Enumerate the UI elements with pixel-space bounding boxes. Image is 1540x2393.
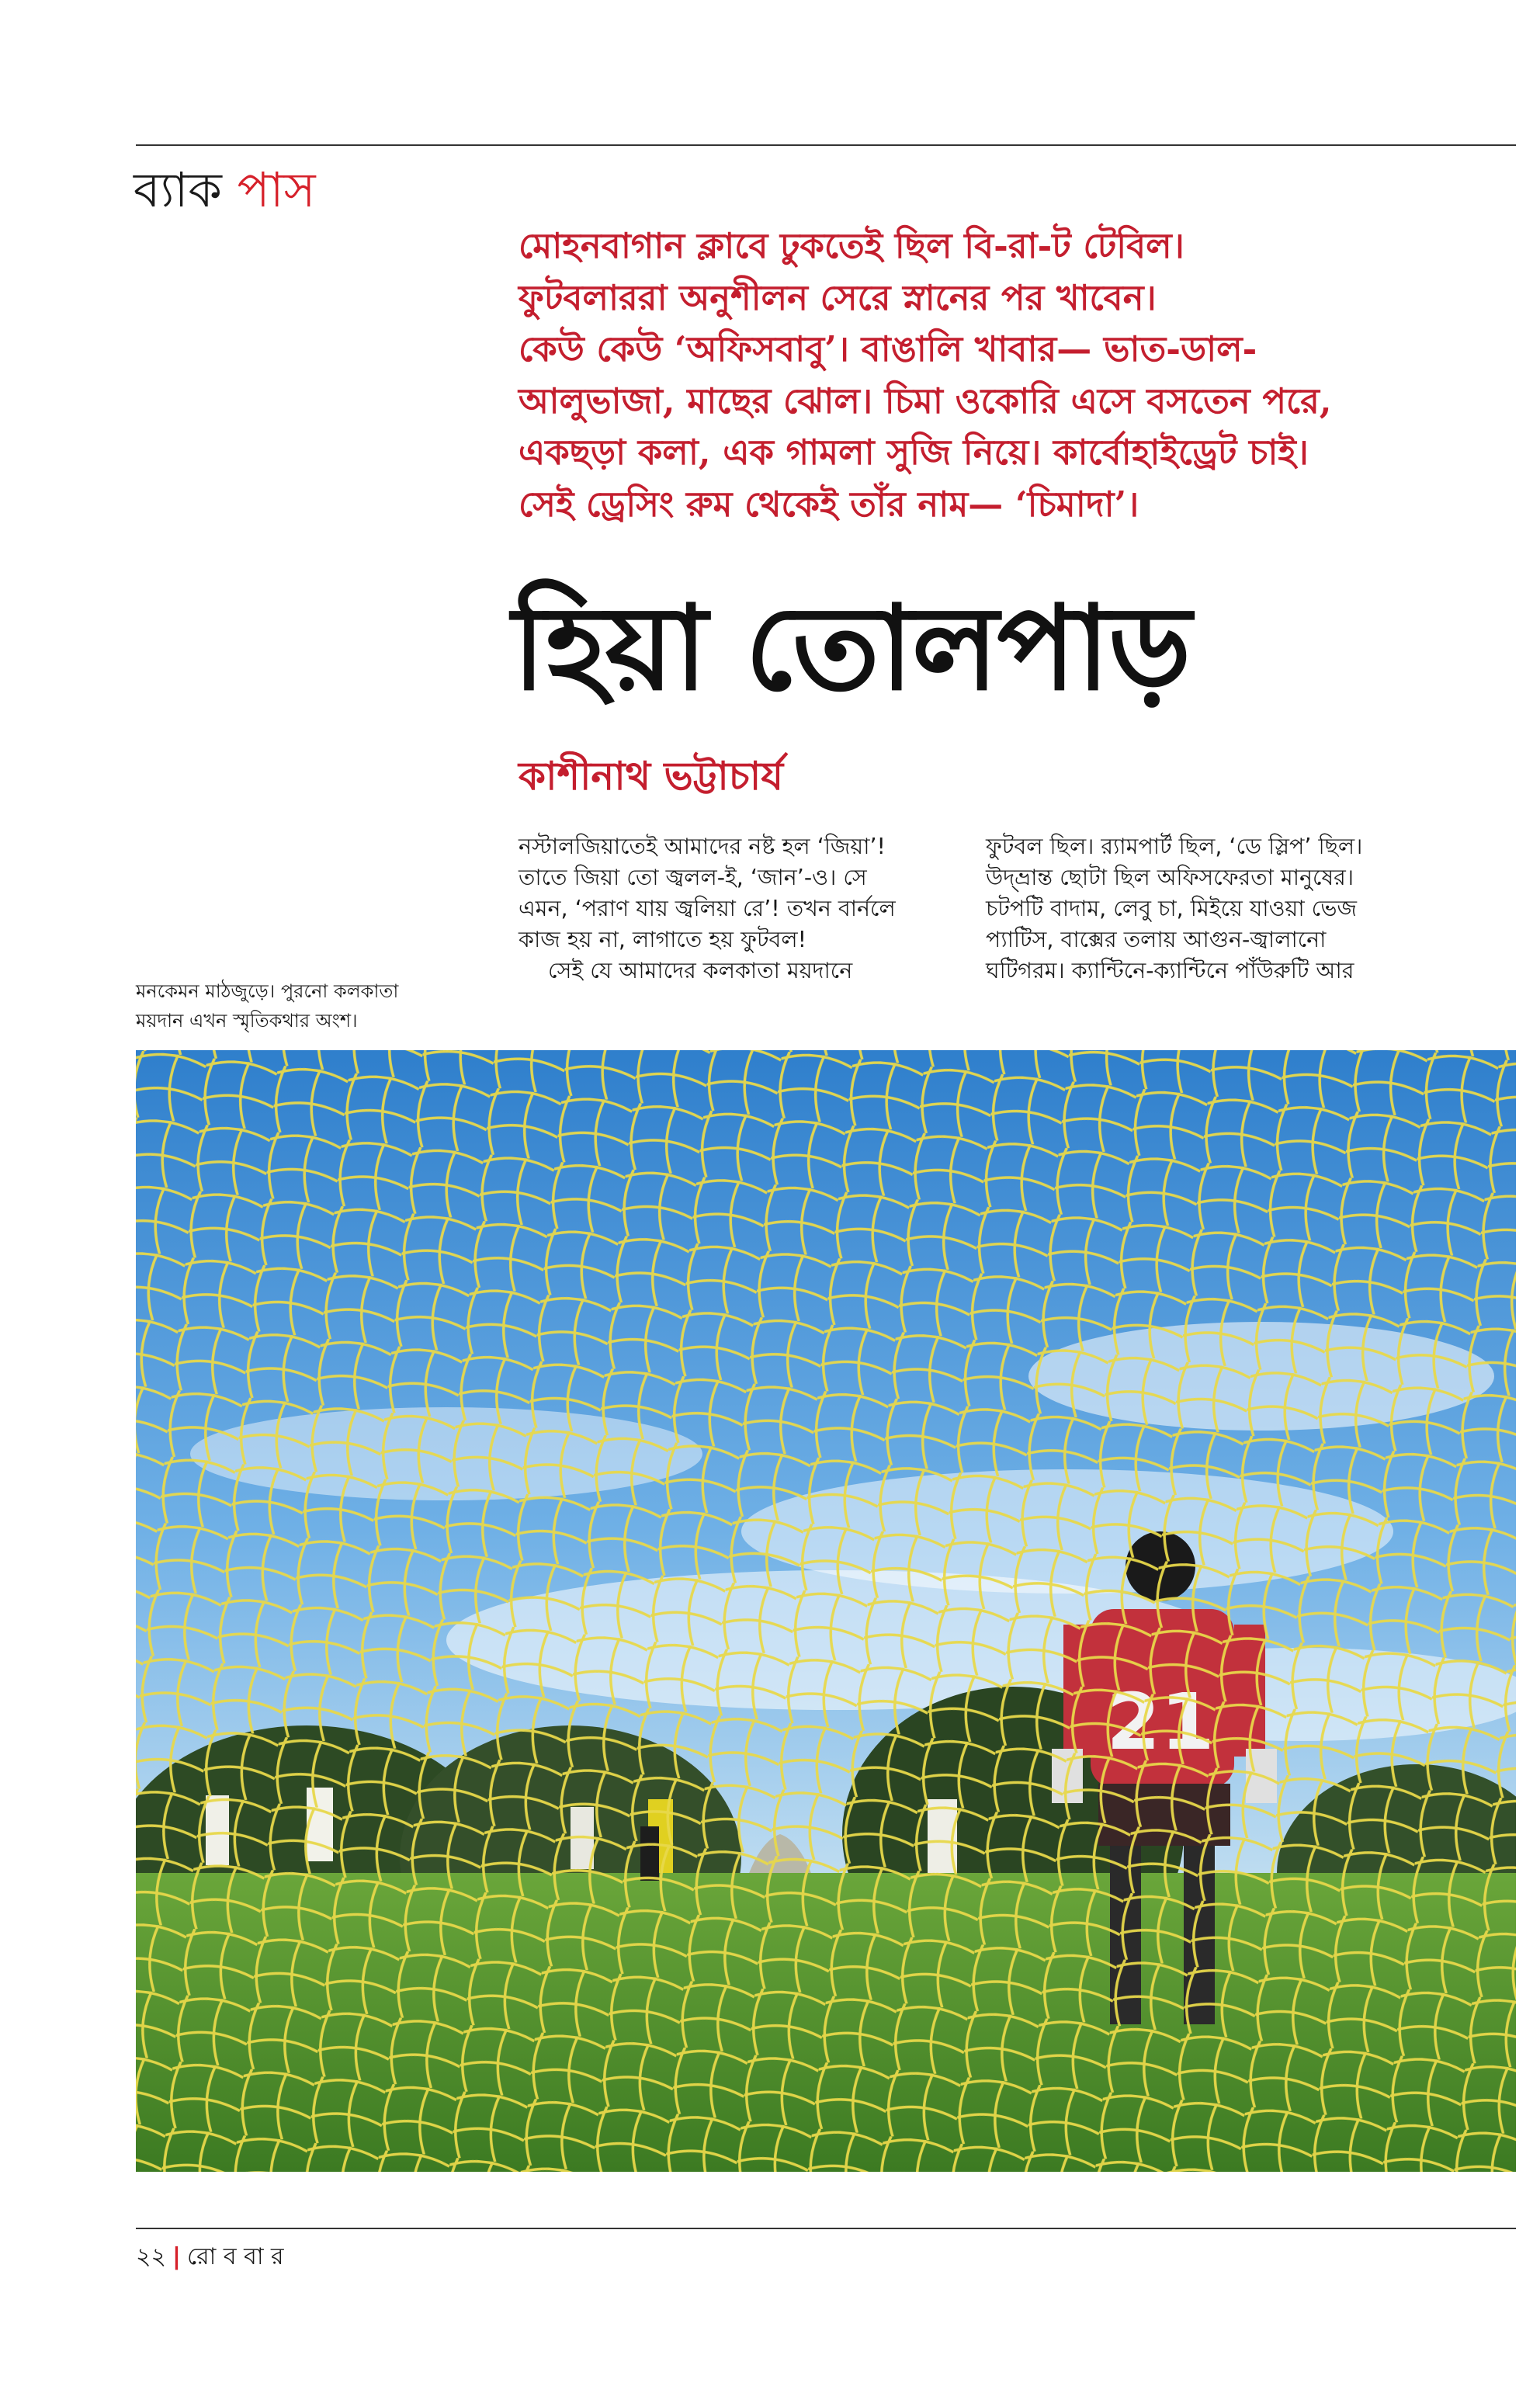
section-label-red: পাস bbox=[237, 161, 316, 218]
body-line: এমন, ‘পরাণ যায় জ্বলিয়া রে’! তখন বার্নলে bbox=[519, 896, 896, 921]
football-photo bbox=[136, 1050, 1516, 2172]
body-line: তাতে জিয়া তো জ্বলল-ই, ‘জান’-ও। সে bbox=[519, 865, 867, 890]
deck-line: কেউ কেউ ‘অফিসবাবু’। বাঙালি খাবার— ভাত-ডাল- bbox=[519, 328, 1257, 369]
body-line: নস্টালজিয়াতেই আমাদের নষ্ট হল ‘জিয়া’! bbox=[519, 834, 886, 859]
body-line: কাজ হয় না, লাগাতে হয় ফুটবল! bbox=[519, 927, 807, 952]
bottom-rule bbox=[136, 2228, 1516, 2229]
body-column-right bbox=[986, 831, 1498, 987]
magazine-name: রো ব বা র bbox=[186, 2243, 284, 2270]
body-line: চটপটি বাদাম, লেবু চা, মিইয়ে যাওয়া ভেজ bbox=[986, 896, 1357, 921]
caption-line: মনকেমন মাঠজুড়ে। পুরনো কলকাতা bbox=[136, 980, 399, 1002]
body-line: সেই যে আমাদের কলকাতা ময়দানে bbox=[548, 958, 853, 983]
page-number: ২২ bbox=[136, 2243, 167, 2270]
body-line: প্যাটিস, বাক্সের তলায় আগুন-জ্বালানো bbox=[986, 927, 1327, 952]
byline: কাশীনাথ ভট্টাচার্য bbox=[519, 753, 784, 799]
deck-line: সেই ড্রেসিং রুম থেকেই তাঁর নাম— ‘চিমাদা’। bbox=[519, 483, 1139, 525]
folio-separator: | bbox=[172, 2243, 181, 2270]
caption-line: ময়দান এখন স্মৃতিকথার অংশ। bbox=[136, 1010, 358, 1032]
section-label bbox=[134, 159, 316, 221]
deck-line: একছড়া কলা, এক গামলা সুজি নিয়ে। কার্বোহাইড্রেট চাই। bbox=[519, 432, 1309, 473]
body-column-left bbox=[519, 831, 961, 987]
folio bbox=[136, 2242, 284, 2273]
body-line: ফুটবল ছিল। র‍্যামপার্ট ছিল, ‘ডে স্লিপ’ ছিল। bbox=[986, 834, 1363, 859]
deck-line: মোহনবাগান ক্লাবে ঢুকতেই ছিল বি-রা-ট টেবিল। bbox=[519, 225, 1184, 266]
section-label-black: ব্যাক bbox=[134, 161, 222, 218]
goal-net bbox=[136, 1050, 1516, 2172]
deck-line: ফুটবলাররা অনুশীলন সেরে স্নানের পর খাবেন। bbox=[519, 276, 1157, 318]
deck-line: আলুভাজা, মাছের ঝোল। চিমা ওকোরি এসে বসতেন পরে, bbox=[519, 380, 1332, 421]
body-line: ঘটিগরম। ক্যান্টিনে-ক্যান্টিনে পাঁউরুটি আর bbox=[986, 958, 1354, 983]
photo-caption bbox=[136, 976, 446, 1035]
body-line: উদ্‌ভ্রান্ত ছোটা ছিল অফিসফেরতা মানুষের। bbox=[986, 865, 1354, 890]
headline: হিয়া তোলপাড় bbox=[512, 580, 1190, 716]
deck-text bbox=[519, 220, 1512, 530]
top-rule bbox=[136, 144, 1516, 146]
